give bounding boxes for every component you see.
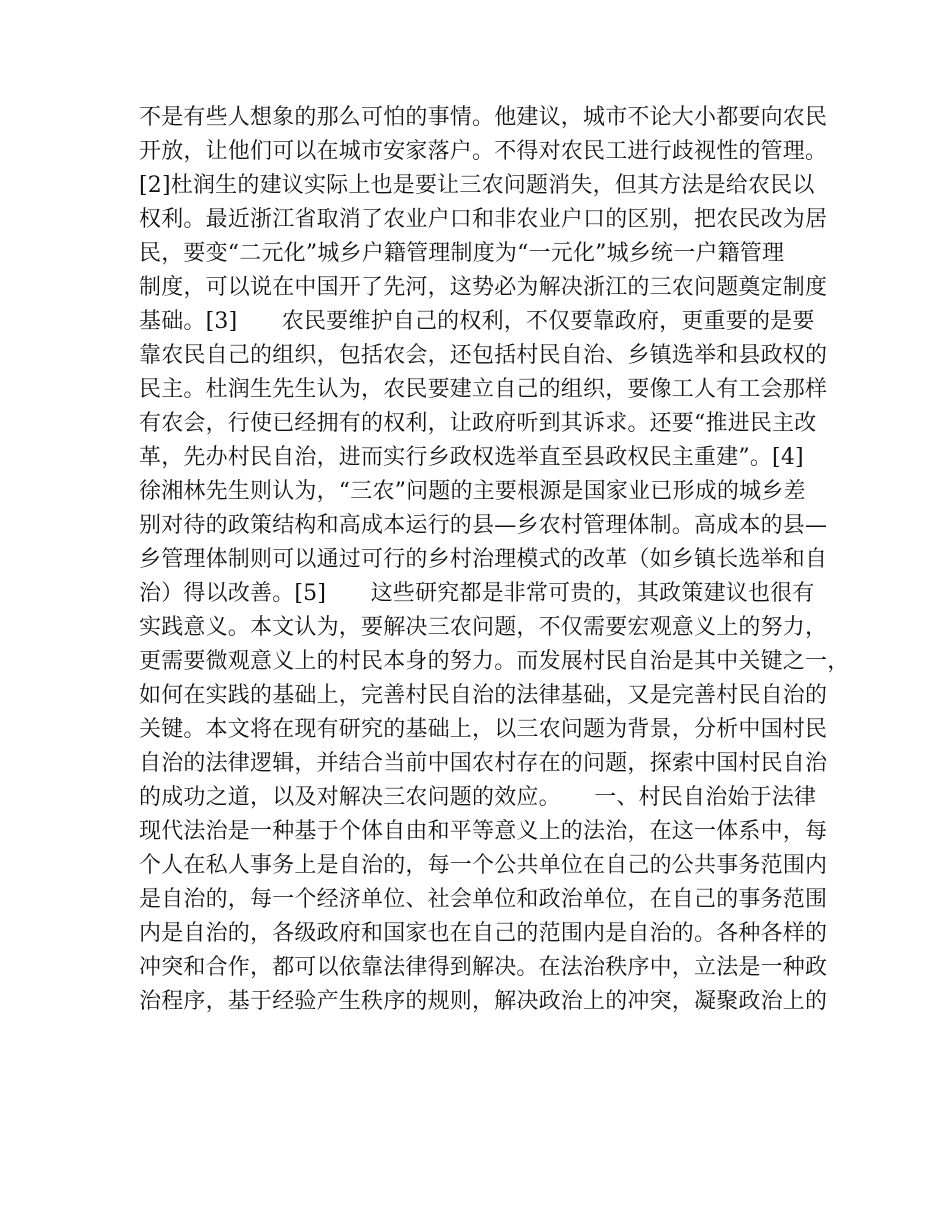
text-line: [2]杜润生的建议实际上也是要让三农问题消失，但其方法是给农民以 bbox=[139, 173, 815, 198]
text-line: 民，要变“二元化”城乡户籍管理制度为“一元化”城乡统一户籍管理 bbox=[139, 241, 785, 266]
text-line: 关键。本文将在现有研究的基础上，以三农问题为背景，分析中国村民 bbox=[139, 717, 828, 742]
text-line: 不是有些人想象的那么可怕的事情。他建议，城市不论大小都要向农民 bbox=[139, 105, 828, 130]
text-line: 自治的法律逻辑，并结合当前中国农村存在的问题，探索中国村民自治 bbox=[139, 751, 828, 776]
text-line: 民主。杜润生先生认为，农民要建立自己的组织，要像工人有工会那样 bbox=[139, 377, 828, 402]
text-line: 个人在私人事务上是自治的，每一个公共单位在自己的公共事务范围内 bbox=[139, 853, 828, 878]
text-line: 别对待的政策结构和高成本运行的县—乡农村管理体制。高成本的县— bbox=[139, 513, 828, 538]
text-line: 的成功之道，以及对解决三农问题的效应。 一、村民自治始于法律 bbox=[139, 785, 817, 810]
text-line: 实践意义。本文认为，要解决三农问题，不仅需要宏观意义上的努力， bbox=[139, 615, 828, 640]
text-line: 更需要微观意义上的村民本身的努力。而发展村民自治是其中关键之一， bbox=[139, 649, 850, 674]
text-line: 治）得以改善。[5] 这些研究都是非常可贵的，其政策建议也很有 bbox=[139, 581, 815, 606]
text-line: 乡管理体制则可以通过可行的乡村治理模式的改革（如乡镇长选举和自 bbox=[139, 547, 828, 572]
text-line: 内是自治的，各级政府和国家也在自己的范围内是自治的。各种各样的 bbox=[139, 921, 828, 946]
text-line: 现代法治是一种基于个体自由和平等意义上的法治，在这一体系中，每 bbox=[139, 819, 828, 844]
text-line: 有农会，行使已经拥有的权利，让政府听到其诉求。还要“推进民主改 bbox=[139, 411, 817, 436]
text-line: 靠农民自己的组织，包括农会，还包括村民自治、乡镇选举和县政权的 bbox=[139, 343, 828, 368]
text-line: 革，先办村民自治，进而实行乡政权选举直至县政权民主重建”。[4] bbox=[139, 445, 804, 470]
text-line: 开放，让他们可以在城市安家落户。不得对农民工进行歧视性的管理。 bbox=[139, 139, 828, 164]
text-line: 冲突和合作，都可以依靠法律得到解决。在法治秩序中，立法是一种政 bbox=[139, 955, 828, 980]
text-line: 基础。[3] 农民要维护自己的权利，不仅要靠政府，更重要的是要 bbox=[139, 309, 815, 334]
text-line: 徐湘林先生则认为，“三农”问题的主要根源是国家业已形成的城乡差 bbox=[139, 479, 806, 504]
text-line: 是自治的，每一个经济单位、社会单位和政治单位，在自己的事务范围 bbox=[139, 887, 828, 912]
text-line: 如何在实践的基础上，完善村民自治的法律基础，又是完善村民自治的 bbox=[139, 683, 828, 708]
body-text bbox=[139, 101, 850, 1019]
text-line: 治程序，基于经验产生秩序的规则，解决政治上的冲突，凝聚政治上的 bbox=[139, 989, 828, 1014]
text-line: 权利。最近浙江省取消了农业户口和非农业户口的区别，把农民改为居 bbox=[139, 207, 828, 232]
text-line: 制度，可以说在中国开了先河，这势必为解决浙江的三农问题奠定制度 bbox=[139, 275, 828, 300]
